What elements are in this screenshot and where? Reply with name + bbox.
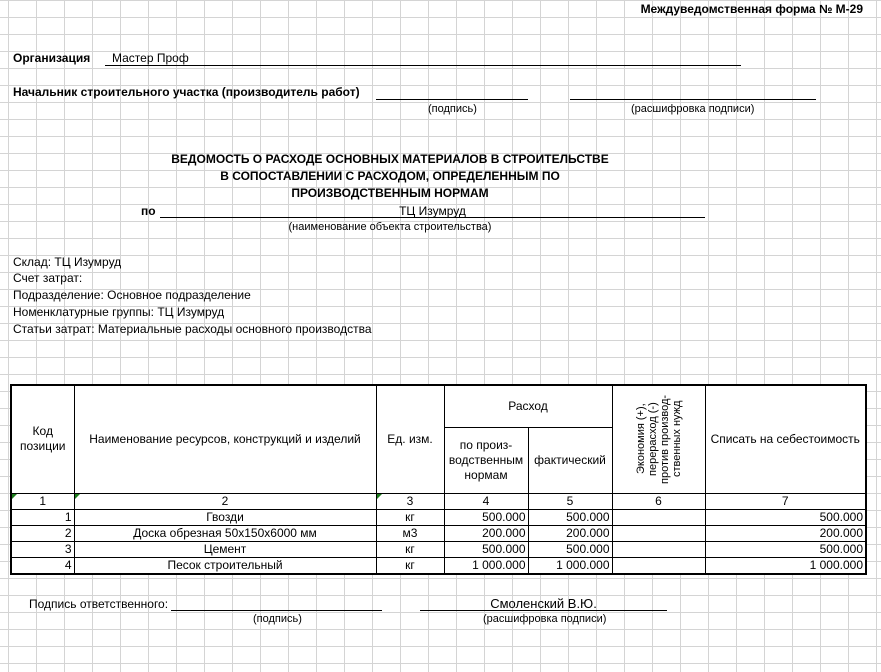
header-write-off: Списать на себестоимость: [705, 385, 866, 493]
responsible-decode-caption: (расшифровка подписи): [483, 613, 607, 625]
chief-decode-caption: (расшифровка подписи): [631, 103, 755, 115]
row-name: Песок строительный: [74, 557, 376, 574]
table-row[interactable]: [11, 557, 866, 574]
header-norm: по произ-водственным нормам: [444, 427, 528, 493]
account-info: Счет затрат:: [13, 271, 83, 285]
col-number-1: 1: [11, 493, 74, 509]
row-unit: м3: [376, 525, 444, 541]
row-write-off: 500.000: [705, 541, 866, 557]
row-write-off: 200.000: [705, 525, 866, 541]
col-number-2: 2: [74, 493, 376, 509]
col-number-6: 6: [612, 493, 705, 509]
row-unit: кг: [376, 509, 444, 525]
table-row[interactable]: [11, 541, 866, 557]
row-code: 1: [11, 509, 74, 525]
materials-table: [10, 384, 867, 575]
col-number-3: 3: [376, 493, 444, 509]
row-code: 2: [11, 525, 74, 541]
table-row[interactable]: [11, 525, 866, 541]
title-line-3: ПРОИЗВОДСТВЕННЫМ НОРМАМ: [291, 186, 489, 200]
header-name: Наименование ресурсов, конструкций и изделий: [74, 385, 376, 493]
col-number-5: 5: [528, 493, 612, 509]
form-label: Междуведомственная форма № М-29: [640, 2, 863, 16]
row-actual: 500.000: [528, 541, 612, 557]
row-economy: [612, 557, 705, 574]
row-code: 3: [11, 541, 74, 557]
table-row[interactable]: [11, 509, 866, 525]
row-write-off: 1 000.000: [705, 557, 866, 574]
row-actual: 200.000: [528, 525, 612, 541]
row-actual: 1 000.000: [528, 557, 612, 574]
division-info: Подразделение: Основное подразделение: [13, 288, 251, 302]
organization-underline: [105, 65, 741, 66]
responsible-name-line: [420, 610, 667, 611]
row-economy: [612, 525, 705, 541]
row-norm: 1 000.000: [444, 557, 528, 574]
row-unit: кг: [376, 541, 444, 557]
row-unit: кг: [376, 557, 444, 574]
row-write-off: 500.000: [705, 509, 866, 525]
title-line-2: В СОПОСТАВЛЕНИИ С РАСХОДОМ, ОПРЕДЕЛЕННЫМ ПО: [220, 169, 560, 183]
warehouse-info: Склад: ТЦ Изумруд: [13, 255, 122, 269]
responsible-name[interactable]: Смоленский В.Ю.: [490, 596, 597, 611]
organization-label: Организация: [13, 51, 91, 65]
header-actual: фактический: [528, 427, 612, 493]
object-caption: (наименование объекта строительства): [288, 221, 492, 233]
row-norm: 500.000: [444, 541, 528, 557]
row-economy: [612, 509, 705, 525]
chief-sign-caption: (подпись): [428, 103, 477, 115]
responsible-label: Подпись ответственного:: [29, 597, 169, 611]
col-number-4: 4: [444, 493, 528, 509]
row-economy: [612, 541, 705, 557]
row-norm: 500.000: [444, 509, 528, 525]
responsible-sign-line[interactable]: [171, 610, 382, 611]
chief-decode-line[interactable]: [570, 99, 816, 100]
chief-label: Начальник строительного участка (производитель работ): [13, 85, 360, 99]
col-number-7: 7: [705, 493, 866, 509]
header-code: Код позиции: [11, 385, 74, 493]
organization-value[interactable]: Мастер Проф: [112, 51, 189, 65]
row-actual: 500.000: [528, 509, 612, 525]
header-consumption: Расход: [444, 385, 612, 427]
cost-items-info: Статьи затрат: Материальные расходы основного производства: [13, 322, 372, 336]
chief-sign-line[interactable]: [376, 99, 528, 100]
row-norm: 200.000: [444, 525, 528, 541]
row-code: 4: [11, 557, 74, 574]
header-economy: Экономия (+), перерасход (-) против производ-ственных нужд: [612, 385, 705, 493]
responsible-sign-caption: (подпись): [253, 613, 302, 625]
title-line-1: ВЕДОМОСТЬ О РАСХОДЕ ОСНОВНЫХ МАТЕРИАЛОВ В СТРОИТЕЛЬСТВЕ: [171, 152, 609, 166]
header-unit: Ед. изм.: [376, 385, 444, 493]
object-underline: [160, 217, 705, 218]
row-name: Доска обрезная 50х150х6000 мм: [74, 525, 376, 541]
row-name: Цемент: [74, 541, 376, 557]
object-value[interactable]: ТЦ Изумруд: [399, 204, 466, 218]
row-name: Гвозди: [74, 509, 376, 525]
object-prefix: по: [141, 204, 156, 218]
nomenclature-info: Номенклатурные группы: ТЦ Изумруд: [13, 305, 225, 319]
